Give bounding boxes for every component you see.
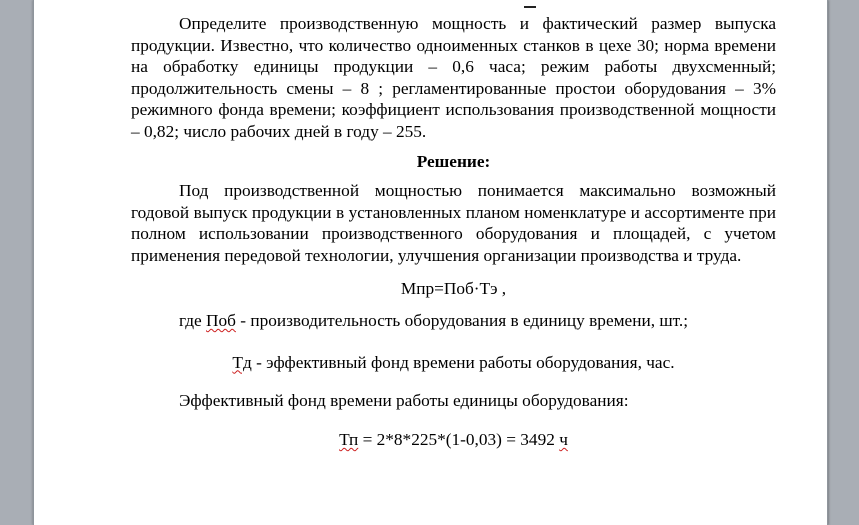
document-content	[131, 13, 776, 451]
tp-unit: ч	[559, 429, 568, 449]
effective-fund-formula	[131, 429, 776, 451]
pob-description: - производительность оборудования в единицу времени, шт.;	[235, 311, 689, 331]
td-description: - эффективный фонд времени работы оборудования, час.	[251, 352, 675, 372]
where-prefix: где	[179, 311, 207, 331]
tp-calculation: = 2*8*225*(1-0,03) = 3492	[358, 429, 560, 449]
td-term: Тд	[232, 352, 252, 372]
document-page	[33, 0, 828, 525]
task-paragraph: Определите производственную мощность и фактический размер выпуска продукции. Известно, что количество одноименных станков в цехе 30; норма времени на обработку единицы продукции – 0,6 часа; режим работы двухсменный; продолжительность смены – 8 ; регламентированные простои оборудования – 3% режимного фонда времени; коэффициент использования производственной мощности – 0,82; число рабочих дней в году – 255.	[131, 14, 776, 141]
pob-term: Поб	[206, 311, 236, 331]
page-top-mark	[524, 0, 536, 8]
solution-heading: Решение:	[416, 151, 491, 171]
effective-fund-label: Эффективный фонд времени работы единицы оборудования:	[179, 391, 629, 411]
capacity-formula: Мпр=Поб·Тэ ,	[400, 278, 507, 298]
pob-definition	[131, 310, 776, 332]
tp-term: Тп	[339, 429, 359, 449]
td-definition	[131, 352, 776, 374]
definition-paragraph: Под производственной мощностью понимается максимально возможный годовой выпуск продукции в установленных планом номенклатуре и ассортименте при полном использовании производственного оборудования и площадей, с учетом применения передовой технологии, улучшения организации производства и труда.	[131, 181, 776, 265]
